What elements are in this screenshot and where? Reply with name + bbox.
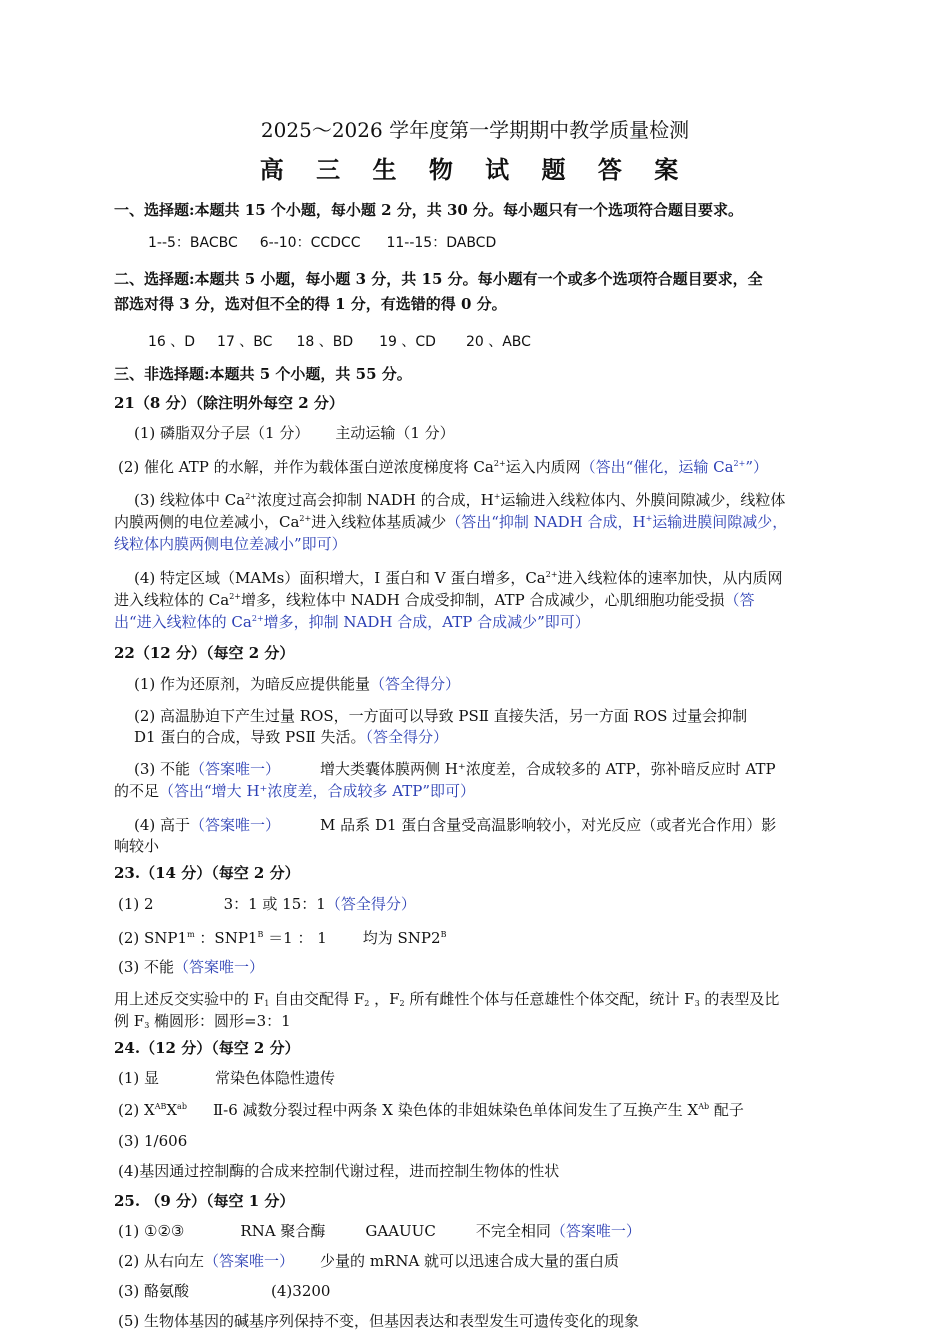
text-segment: 运输进入线粒体内、外膜间隙减少，线粒体 bbox=[500, 491, 786, 509]
text-segment: 运入内质网 bbox=[505, 458, 581, 476]
text-segment: (2) SNP1 bbox=[118, 929, 188, 947]
text-segment: （答出“催化，运输 Ca bbox=[580, 458, 734, 476]
text-segment: 3：1 或 15：1 bbox=[223, 895, 326, 913]
text-segment: 出“进入线粒体的 Ca bbox=[114, 613, 252, 631]
text-segment: X bbox=[166, 1101, 178, 1119]
text-segment: 主动运输（1 分） bbox=[335, 424, 455, 442]
answer-20: 20 、ABC bbox=[465, 334, 531, 350]
text-segment: （答出“抑制 NADH 合成，H bbox=[446, 513, 646, 531]
text-segment: (3) 线粒体中 Ca bbox=[134, 491, 246, 509]
section2-answers bbox=[148, 332, 531, 352]
q23-part4-line2 bbox=[114, 1011, 291, 1031]
superscript: 2+ bbox=[733, 459, 746, 468]
superscript: 2+ bbox=[545, 570, 558, 579]
text-segment: （答案唯一） bbox=[174, 958, 265, 976]
q23-part1 bbox=[118, 894, 416, 914]
text-segment: Ⅱ-6 减数分裂过程中两条 X 染色体的非姐妹染色单体间发生了互换产生 X bbox=[212, 1101, 699, 1119]
text-segment: 增大类囊体膜两侧 H⁺浓度差，合成较多的 ATP，弥补暗反应时 ATP bbox=[320, 760, 776, 778]
superscript: 2+ bbox=[493, 459, 506, 468]
subscript: 2 bbox=[364, 999, 370, 1008]
subscript: 3 bbox=[694, 999, 700, 1008]
text-segment: （答全得分） bbox=[365, 728, 448, 746]
text-segment: 进入线粒体基质减少 bbox=[311, 513, 447, 531]
q21-title: 21（8 分）（除注明外每空 2 分） bbox=[114, 394, 344, 412]
q25-part3 bbox=[118, 1281, 330, 1301]
q23-part2 bbox=[118, 928, 446, 948]
q21-part3-line3: 线粒体内膜两侧电位差减小”即可） bbox=[114, 535, 347, 553]
answer-1-5: 1--5：BACBC bbox=[148, 235, 238, 251]
superscript: 2+ bbox=[245, 492, 258, 501]
text-segment: ”） bbox=[745, 458, 768, 476]
subject-title: 高 三 生 物 试 题 答 案 bbox=[259, 155, 691, 184]
text-segment: 的表型及比 bbox=[699, 990, 780, 1008]
text-segment: 用上述反交实验中的 F bbox=[114, 990, 265, 1008]
answer-6-10: 6--10：CCDCC bbox=[259, 235, 361, 251]
text-segment: ＝1 ： 1 bbox=[263, 929, 327, 947]
text-segment: (1) 磷脂双分子层（1 分） bbox=[134, 424, 310, 442]
superscript: B bbox=[257, 930, 264, 939]
text-segment: 椭圆形：圆形=3：1 bbox=[149, 1012, 291, 1030]
text-segment: 内膜两侧的电位差减小，Ca bbox=[114, 513, 300, 531]
superscript: ab bbox=[177, 1102, 187, 1111]
text-segment: (1) 2 bbox=[118, 895, 154, 913]
q23-part4-line1 bbox=[114, 989, 779, 1009]
q22-part3-line2 bbox=[114, 781, 475, 801]
superscript: 2+ bbox=[229, 592, 241, 601]
text-segment: (4)3200 bbox=[271, 1282, 331, 1300]
text-segment: (3) 不能 bbox=[134, 760, 191, 778]
text-segment: （答案唯一） bbox=[190, 816, 281, 834]
text-segment: (2) 从右向左 bbox=[118, 1252, 205, 1270]
text-segment: M 品系 D1 蛋白含量受高温影响较小，对光反应（或者光合作用）影 bbox=[320, 816, 777, 834]
q21-part2 bbox=[118, 457, 768, 477]
answer-16: 16 、D bbox=[148, 334, 196, 350]
superscript: + bbox=[493, 492, 501, 501]
text-segment: (1) ①②③ bbox=[118, 1222, 185, 1240]
text-segment: (3) 酪氨酸 bbox=[118, 1282, 190, 1300]
superscript: 2+ bbox=[299, 514, 312, 523]
text-segment: （答 bbox=[724, 591, 755, 609]
text-segment: （答出“增大 H⁺浓度差，合成较多 ATP”即可） bbox=[159, 782, 475, 800]
q25-part2 bbox=[118, 1251, 619, 1271]
text-segment: 增多，抑制 NADH 合成，ATP 合成减少”即可） bbox=[263, 613, 590, 631]
text-segment: （答案唯一） bbox=[204, 1252, 295, 1270]
q21-part3-note bbox=[446, 513, 787, 531]
text-segment: GAAUUC bbox=[365, 1222, 436, 1240]
q24-part4: (4)基因通过控制酶的合成来控制代谢过程，进而控制生物体的性状 bbox=[118, 1162, 560, 1180]
text-segment: （答案唯一） bbox=[190, 760, 281, 778]
superscript: + bbox=[645, 514, 653, 523]
answer-17: 17 、BC bbox=[217, 334, 273, 350]
text-segment: ，F bbox=[369, 990, 400, 1008]
q22-part2-line2 bbox=[134, 727, 448, 747]
q21-part3-line2 bbox=[114, 512, 787, 532]
answer-11-15: 11--15：DABCD bbox=[386, 235, 497, 251]
text-segment: (2) X bbox=[118, 1101, 155, 1119]
text-segment: 浓度过高会抑制 NADH 的合成，H bbox=[257, 491, 494, 509]
q22-part1 bbox=[134, 674, 460, 694]
text-segment: 自由交配得 F bbox=[269, 990, 365, 1008]
q21-part3-line1 bbox=[134, 490, 785, 510]
q21-part1 bbox=[134, 423, 455, 443]
subscript: 2 bbox=[399, 999, 405, 1008]
text-segment: 配子 bbox=[709, 1101, 744, 1119]
text-segment: (4) 特定区域（MAMs）面积增大，I 蛋白和 V 蛋白增多，Ca bbox=[134, 569, 546, 587]
section2-heading-line2: 部选对得 3 分，选对但不全的得 1 分，有选错的得 0 分。 bbox=[114, 295, 507, 313]
q21-part2-note bbox=[581, 458, 768, 476]
text-segment: 少量的 mRNA 就可以迅速合成大量的蛋白质 bbox=[320, 1252, 620, 1270]
text-segment: 均为 SNP2 bbox=[362, 929, 441, 947]
q24-part1 bbox=[118, 1068, 335, 1088]
section3-heading: 三、非选择题:本题共 5 个小题，共 55 分。 bbox=[114, 365, 412, 383]
q21-part4-line1 bbox=[134, 568, 783, 588]
text-segment: 进入线粒体的速率加快，从内质网 bbox=[557, 569, 783, 587]
q25-part4: (5) 生物体基因的碱基序列保持不变，但基因表达和表型发生可遗传变化的现象 bbox=[118, 1312, 640, 1330]
q24-part2 bbox=[118, 1100, 744, 1120]
subscript: 1 bbox=[264, 999, 270, 1008]
text-segment: RNA 聚合酶 bbox=[240, 1222, 326, 1240]
q24-title: 24.（12 分）（每空 2 分） bbox=[114, 1039, 300, 1057]
q21-part4-line3 bbox=[114, 612, 590, 632]
superscript: B bbox=[440, 930, 447, 939]
q23-title: 23.（14 分）（每空 2 分） bbox=[114, 864, 300, 882]
text-segment: 运输进膜间隙减少， bbox=[652, 513, 788, 531]
answer-18: 18 、BD bbox=[296, 334, 354, 350]
q21-part4-line2 bbox=[114, 590, 755, 610]
q25-part1 bbox=[118, 1221, 641, 1241]
text-segment: （答全得分） bbox=[370, 675, 461, 693]
text-segment: 例 F bbox=[114, 1012, 145, 1030]
superscript: m bbox=[187, 930, 195, 939]
text-segment: (1) 显 bbox=[118, 1069, 160, 1087]
text-segment: ：SNP1 bbox=[194, 929, 258, 947]
q25-title: 25. （9 分）（每空 1 分） bbox=[114, 1192, 295, 1210]
section1-answers bbox=[148, 233, 496, 253]
subscript: 3 bbox=[144, 1021, 150, 1030]
superscript: Ab bbox=[698, 1102, 710, 1111]
text-segment: 的不足 bbox=[114, 782, 160, 800]
section1-heading: 一、选择题:本题共 15 个小题，每小题 2 分，共 30 分。每小题只有一个选项符合题目要求。 bbox=[114, 201, 744, 219]
text-segment: 不完全相同 bbox=[475, 1222, 551, 1240]
q22-title: 22（12 分）（每空 2 分） bbox=[114, 644, 295, 662]
answer-19: 19 、CD bbox=[379, 334, 436, 350]
text-segment: (2) 催化 ATP 的水解，并作为载体蛋白逆浓度梯度将 Ca bbox=[118, 458, 494, 476]
text-segment: （答案唯一） bbox=[550, 1222, 641, 1240]
q23-part3 bbox=[118, 957, 264, 977]
q22-part3-line1 bbox=[134, 759, 776, 779]
q24-part3: (3) 1/606 bbox=[118, 1132, 188, 1150]
q22-part4-line1 bbox=[134, 815, 776, 835]
text-segment: (4) 高于 bbox=[134, 816, 191, 834]
q22-part4-line2: 响较小 bbox=[114, 837, 160, 855]
q22-part2-line1: (2) 高温胁迫下产生过量 ROS，一方面可以导致 PSⅡ 直接失活，另一方面 ROS 过量会抑制 bbox=[134, 707, 748, 725]
text-segment: 常染色体隐性遗传 bbox=[215, 1069, 336, 1087]
text-segment: 增多，线粒体中 NADH 合成受抑制，ATP 合成减少，心肌细胞功能受损 bbox=[241, 591, 725, 609]
text-segment: D1 蛋白的合成，导致 PSⅡ 失活。 bbox=[134, 728, 366, 746]
superscript: 2+ bbox=[251, 614, 264, 623]
text-segment: (1) 作为还原剂，为暗反应提供能量 bbox=[134, 675, 371, 693]
superscript: AB bbox=[154, 1102, 167, 1111]
text-segment: 所有雌性个体与任意雄性个体交配，统计 F bbox=[404, 990, 695, 1008]
text-segment: (3) 不能 bbox=[118, 958, 175, 976]
exam-title: 2025～2026 学年度第一学期期中教学质量检测 bbox=[260, 118, 690, 142]
text-segment: 进入线粒体的 Ca bbox=[114, 591, 230, 609]
section2-heading-line1: 二、选择题:本题共 5 小题，每小题 3 分，共 15 分。每小题有一个或多个选项符合题目要求，全 bbox=[114, 270, 763, 288]
text-segment: （答全得分） bbox=[325, 895, 416, 913]
